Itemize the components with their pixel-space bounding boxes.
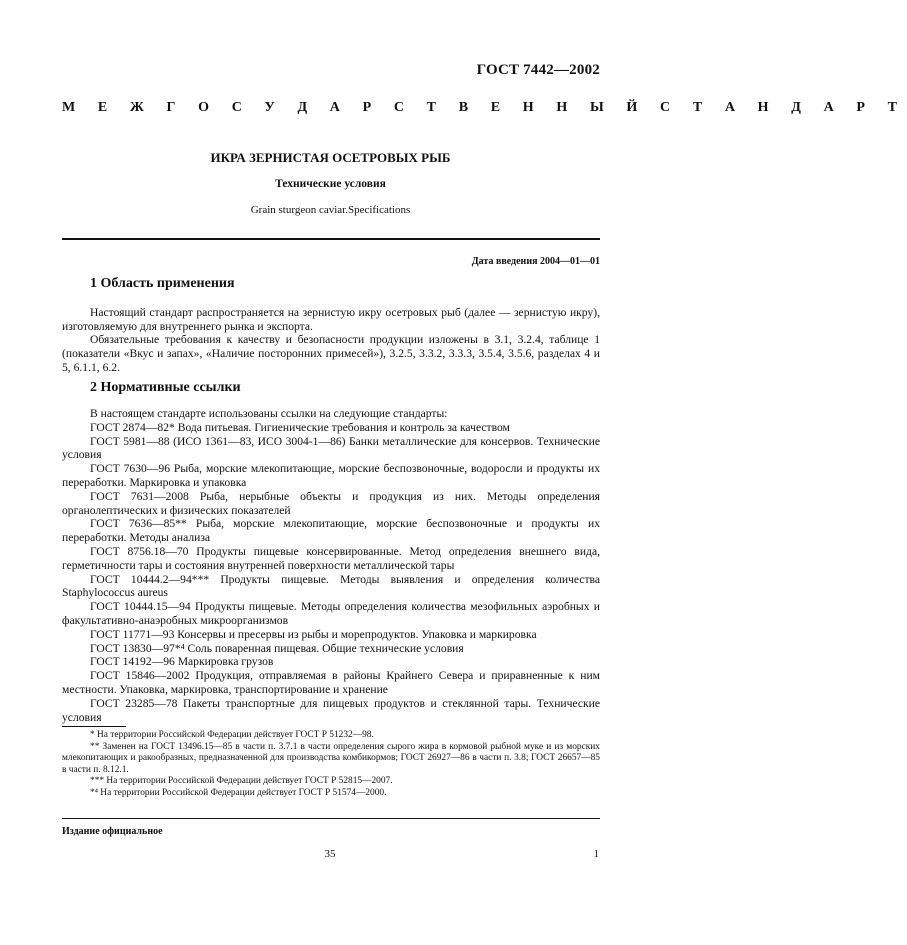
- footnotes: [62, 730, 600, 800]
- section-heading-scope: 1 Область применения: [90, 276, 235, 291]
- reference-item: ГОСТ 10444.2—94*** Продукты пищевые. Методы выявления и определения количества Staphylococcus aureus: [62, 572, 600, 600]
- document-title: ИКРА ЗЕРНИСТАЯ ОСЕТРОВЫХ РЫБ: [210, 150, 451, 165]
- reference-item: ГОСТ 7630—96 Рыба, морские млекопитающие, морские беспозвоночные, водоросли и продукты их переработки. Маркировка и упаковка: [62, 462, 600, 489]
- reference-item: ГОСТ 14192—96 Маркировка грузов: [90, 655, 274, 669]
- section-heading-references: 2 Нормативные ссылки: [90, 380, 241, 395]
- reference-item: ГОСТ 15846—2002 Продукция, отправляемая в районы Крайнего Севера и приравненные к ним местности. Упаковка, маркировка, транспортирование и хранение: [62, 669, 600, 696]
- introduction-date: Дата введения 2004—01—01: [471, 256, 600, 267]
- reference-item: ГОСТ 5981—88 (ИСО 1361—83, ИСО 3004-1—86) Банки металлические для консервов. Технические условия: [62, 434, 600, 462]
- page-number-right: 1: [593, 848, 599, 860]
- reference-item: ГОСТ 7636—85** Рыба, морские млекопитающие, морские беспозвоночные и продукты их переработки. Методы анализа: [62, 517, 600, 545]
- footer-divider: [62, 818, 600, 819]
- footnote: * На территории Российской Федерации действует ГОСТ Р 51232—98.: [90, 730, 374, 740]
- scope-paragraph: Обязательные требования к качеству и безопасности продукции изложены в 3.1, 3.2.4, таблице 1 (показатели «Вкус и запах», «Наличие посторонних примесей»), 3.2.5, 3.3.2, 3.3.3, 3.5.4, 3.5.6, разделах 4 и 5, 6.1.1, 6.2.: [62, 333, 600, 374]
- references-list: [62, 407, 600, 724]
- footnote: *⁴ На территории Российской Федерации действует ГОСТ Р 51574—2000.: [90, 787, 387, 798]
- document-subtitle: Технические условия: [275, 178, 386, 190]
- reference-item: ГОСТ 23285—78 Пакеты транспортные для пищевых продуктов и стеклянной тары. Технические условия: [62, 696, 600, 724]
- edition-label: Издание официальное: [62, 826, 163, 837]
- footnote: ** Заменен на ГОСТ 13496.15—85 в части п. 3.7.1 в части определения сырого жира в кормовой рыбной муке и из морских млекопитающих и ракообразных, предназначенной для производства комбикормов; ГОСТ 26927—86 в части п. 3.8; ГОСТ 26657—85 в части п. 8.12.1.: [62, 741, 600, 775]
- reference-item: ГОСТ 8756.18—70 Продукты пищевые консервированные. Метод определения внешнего вида, герметичности тары и состояния внутренней поверхности металлической тары: [62, 544, 600, 572]
- reference-item: ГОСТ 11771—93 Консервы и пресервы из рыбы и морепродуктов. Упаковка и маркировка: [90, 627, 537, 641]
- reference-item: ГОСТ 7631—2008 Рыба, нерыбные объекты и продукция из них. Методы определения органолептических и физических показателей: [62, 489, 600, 517]
- footnote: *** На территории Российской Федерации действует ГОСТ Р 52815—2007.: [90, 776, 393, 787]
- title-divider: [62, 238, 600, 240]
- reference-item: ГОСТ 10444.15—94 Продукты пищевые. Методы определения количества мезофильных аэробных и факультативно-анаэробных микроорганизмов: [62, 600, 600, 627]
- footnote-separator: [62, 726, 126, 727]
- interstate-standard-banner: М Е Ж Г О С У Д А Р С Т В Е Н Н Ы Й С Т А Н Д А Р Т: [62, 100, 907, 115]
- references-intro: В настоящем стандарте использованы ссылки на следующие стандарты:: [90, 407, 448, 420]
- scope-paragraph: Настоящий стандарт распространяется на зернистую икру осетровых рыб (далее — зернистую икру), изготовляемую для внутреннего рынка и экспорта.: [62, 306, 600, 333]
- document-code: ГОСТ 7442—2002: [476, 62, 600, 78]
- reference-item: ГОСТ 2874—82* Вода питьевая. Гигиенические требования и контроль за качеством: [90, 420, 510, 434]
- page-number-center: 35: [324, 848, 336, 860]
- document-title-english: Grain sturgeon caviar.Specifications: [250, 204, 411, 216]
- reference-item: ГОСТ 13830—97*⁴ Соль поваренная пищевая. Общие технические условия: [90, 641, 464, 655]
